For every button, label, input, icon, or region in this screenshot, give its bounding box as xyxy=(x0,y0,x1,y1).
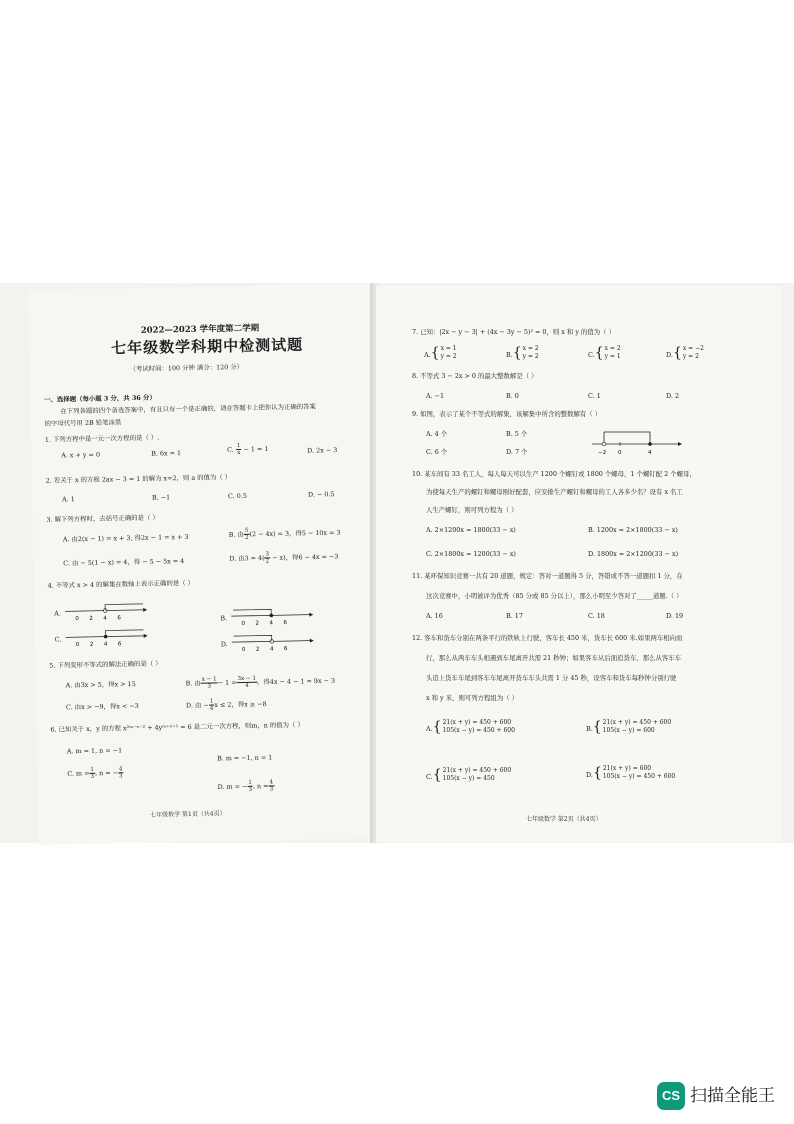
fraction-numerator: 1 xyxy=(248,779,252,786)
equation: y = 2 xyxy=(682,352,699,360)
option-label: A. xyxy=(426,725,433,733)
q10-option-b: B. 1200x = 2×1800(33 − x) xyxy=(588,526,678,534)
q4-option-b xyxy=(220,607,313,629)
q5-option-d-rest: x ≤ 2，得x ≥ −8 xyxy=(214,699,267,709)
q9-number-line xyxy=(590,424,684,458)
q3-stem: 3. 解下列方程时，去括号正确的是（ ） xyxy=(46,513,159,524)
option-label: B. xyxy=(586,725,593,733)
fraction-denominator: 3 xyxy=(269,786,274,793)
fraction-numerator: x − 1 xyxy=(201,676,217,683)
tick-label: 6 xyxy=(283,646,288,653)
axis-arrow xyxy=(310,639,314,643)
tick-label: 6 xyxy=(117,641,122,648)
q1-option-c-rest: − 1 = 1 xyxy=(243,444,269,454)
brace-symbol: { xyxy=(512,344,522,361)
equation: 105(x − y) = 450 + 600 xyxy=(442,726,515,734)
section1-instruction: 在下列各题的四个备选答案中，有且只有一个是正确的，请在答题卡上把你认为正确的答案 xyxy=(60,402,316,416)
fraction-denominator: 2 xyxy=(265,558,270,565)
q10-option-a: A. 2×1200x = 1800(33 − x) xyxy=(426,526,516,534)
q4-option-d xyxy=(221,633,314,655)
q4-stem: 4. 不等式 x > 4 的解集在数轴上表示正确的是（ ） xyxy=(47,578,195,590)
option-label: D. xyxy=(666,351,673,359)
q6-option-d xyxy=(217,779,274,793)
q12-option-b xyxy=(586,716,671,735)
q7-option-b xyxy=(506,342,539,361)
q3-option-a: A. 由2(x − 1) = x + 3, 得2x − 1 = x + 3 xyxy=(62,532,189,544)
q9-option-d: D. 7 个 xyxy=(506,448,528,456)
equation: x = 1 xyxy=(440,345,457,352)
section1-instruction-cont: 的字母代号用 2B 铅笔涂黑 xyxy=(44,418,122,428)
q5-option-b-mid: − 1 = xyxy=(217,678,237,687)
tick-label: 0 xyxy=(75,642,80,649)
equation: y = 2 xyxy=(522,352,539,360)
equation: 105(x − y) = 600 xyxy=(602,726,655,734)
fraction-numerator: 1 xyxy=(90,766,95,773)
closed-point xyxy=(648,442,652,446)
tick-label: 4 xyxy=(269,646,274,653)
q9-option-b: B. 5 个 xyxy=(506,430,528,438)
q2-stem: 2. 若关于 x 的方程 2ax − 3 = 1 的解为 x=2，则 a 的值为（ ） xyxy=(45,473,232,485)
fraction-denominator: 3 xyxy=(118,773,123,780)
q9-option-c: C. 6 个 xyxy=(426,448,448,456)
fraction-denominator: 3 xyxy=(90,773,95,780)
equation: 105(x − y) = 450 + 600 xyxy=(602,772,676,780)
q5-option-c: C. 由x > −9，得x < −3 xyxy=(65,701,139,712)
tick-label: 4 xyxy=(102,615,107,622)
q7-option-d xyxy=(666,342,704,361)
tick-label: 4 xyxy=(269,620,273,627)
page-footer-right: 七年级数学 第2页（共4页） xyxy=(526,816,602,823)
equation: 21(x + y) = 450 + 600 xyxy=(602,719,672,726)
q12-stem-line2: 行，那么从两车车头相遇到车尾离开共需 21 秒钟；如果客车从后面追货车，那么从客车车 xyxy=(426,654,682,662)
q11-option-a: A. 16 xyxy=(426,612,443,620)
tick-label: 6 xyxy=(283,620,287,627)
fraction-numerator: 3x − 1 xyxy=(237,675,257,683)
equation: 21(x + y) = 600 xyxy=(602,765,652,772)
q1-stem: 1. 下列方程中是一元一次方程的是（ ）. xyxy=(44,433,160,444)
tick-label: 2 xyxy=(255,646,260,653)
tick-label: 0 xyxy=(241,620,245,627)
fraction-denominator: 3 xyxy=(207,683,212,690)
q10-option-c: C. 2×1800x = 1200(33 − x) xyxy=(426,550,516,558)
equation: 21(x + y) = 450 + 600 xyxy=(442,767,512,774)
tick-label: 2 xyxy=(88,615,93,622)
equation: 21(x + y) = 450 + 600 xyxy=(442,719,512,726)
q12-stem-line4: x 和 y 米，则可列方程组为（ ） xyxy=(426,694,519,702)
fraction-denominator: 4 xyxy=(245,682,249,689)
q6-option-d-mid: , n = xyxy=(252,781,269,791)
q4-option-a xyxy=(54,602,147,624)
q11-option-b: B. 17 xyxy=(506,612,523,620)
fraction-denominator: 2 xyxy=(244,534,249,541)
brace-symbol: { xyxy=(672,344,682,361)
equation: x = −2 xyxy=(682,345,704,352)
equation: y = 1 xyxy=(604,352,621,360)
number-line-d xyxy=(230,633,314,655)
exam-info: （考试时间：100 分钟 满分：120 分） xyxy=(129,362,244,374)
tick-label: 0 xyxy=(74,616,79,623)
q2-option-d: D. − 0.5 xyxy=(307,490,335,499)
q5-option-b-rest: ，得4x − 4 − 1 = 9x − 3 xyxy=(256,676,336,687)
brace-symbol: { xyxy=(432,718,442,735)
q2-option-a: A. 1 xyxy=(61,495,75,504)
q10-option-d: D. 1800x = 2×1200(33 − x) xyxy=(588,550,679,558)
equation-system xyxy=(441,345,457,360)
fraction xyxy=(118,766,124,779)
tick-label: 0 xyxy=(618,450,622,456)
tick-label: 2 xyxy=(89,641,94,648)
solution-bracket xyxy=(604,432,650,444)
q6-option-c-mid: , n = − xyxy=(94,768,119,778)
equation-system xyxy=(443,719,515,734)
option-label: A. xyxy=(424,351,431,359)
q8-option-d: D. 2 xyxy=(666,392,680,400)
equation: y = 2 xyxy=(440,352,457,360)
q4-option-a-label: A. xyxy=(54,609,61,618)
q5-option-b xyxy=(185,674,335,690)
q3-option-d xyxy=(229,550,338,565)
fraction-numerator: 3 xyxy=(265,551,270,558)
q7-option-c xyxy=(588,342,621,361)
equation-system xyxy=(443,767,512,782)
tick-label: 6 xyxy=(116,615,121,622)
exam-page-2 xyxy=(376,286,781,842)
fraction xyxy=(236,443,242,456)
fraction-numerator: 4 xyxy=(269,779,274,786)
q9-option-a: A. 4 个 xyxy=(426,430,448,438)
brace-symbol: { xyxy=(592,764,602,781)
q1-option-d: D. 2x − 3 xyxy=(307,446,338,455)
q11-option-d: D. 19 xyxy=(666,612,684,620)
tick-label: 4 xyxy=(103,641,108,648)
tick-label: 2 xyxy=(255,620,259,627)
brace-symbol: { xyxy=(430,344,440,361)
axis-arrow xyxy=(309,613,313,617)
axis-arrow xyxy=(678,442,682,446)
fraction-numerator: 1 xyxy=(209,698,214,705)
q4-option-c-label: C. xyxy=(54,635,62,644)
fraction-numerator: 4 xyxy=(118,766,123,773)
q10-stem-line2: 为使每天生产的螺钉和螺母刚好配套，应安排生产螺钉和螺母的工人各多少名？设有 x 名工 xyxy=(426,488,683,496)
axis-arrow xyxy=(143,634,147,638)
fraction xyxy=(268,779,274,792)
equation: 105(x − y) = 450 xyxy=(442,774,495,782)
equation: x = 2 xyxy=(604,345,621,352)
q10-stem: 10. 某车间有 33 名工人，每人每天可以生产 1200 个螺钉或 1800 个螺母，1 个螺钉配 2 个螺母， xyxy=(412,470,696,478)
axis-arrow xyxy=(143,608,147,612)
q6-option-c-label: C. m = xyxy=(67,769,90,778)
number-line-a xyxy=(63,602,147,624)
number-line-c xyxy=(63,628,147,650)
q3-option-d-rest: − x)，得6 − 4x = −3 xyxy=(270,552,339,562)
q12-option-d xyxy=(586,762,675,781)
q2-option-c: C. 0.5 xyxy=(227,491,247,501)
section1-heading: 一、选择题（每小题 3 分，共 36 分） xyxy=(44,393,156,404)
option-label: C. xyxy=(426,773,433,781)
q11-stem-line2: 这次竞赛中，小明被评为优秀（85 分或 85 分以上），那么小明至少答对了_____道题.（ ） xyxy=(426,592,683,600)
equation-system xyxy=(683,345,704,360)
equation-system xyxy=(523,345,539,360)
fraction-numerator: 5 xyxy=(244,527,249,534)
number-line-b xyxy=(229,607,313,629)
q12-option-c xyxy=(426,764,511,783)
q9-stem: 9. 如图，表示了某个不等式的解集，该解集中所含的整数解有（ ） xyxy=(412,410,602,418)
fraction-denominator: x xyxy=(237,449,241,457)
camscanner-watermark-text: 扫描全能王 xyxy=(690,1086,775,1106)
q6-option-a: A. m = 1, n = −1 xyxy=(66,746,123,756)
fraction-denominator: 3 xyxy=(248,786,253,793)
q3-option-d-label: D. 由3 = 4( xyxy=(229,554,265,563)
q8-stem: 8. 不等式 3 − 2x > 0 的最大整数解是（ ） xyxy=(412,372,538,380)
q12-stem-line3: 头追上货车车尾到客车车尾离开货车车头共需 1 分 45 秒，设客车和货车每秒钟分别行驶 xyxy=(426,674,677,682)
equation: x = 2 xyxy=(522,345,539,352)
page-footer-left: 七年级数学 第1页（共4页） xyxy=(150,810,226,819)
q4-option-b-label: B. xyxy=(220,614,228,623)
option-label: D. xyxy=(586,771,593,779)
q5-option-d xyxy=(186,697,267,712)
tick-label: 0 xyxy=(241,646,246,653)
q5-option-b-label: B. 由 xyxy=(185,679,201,688)
q7-option-a xyxy=(424,342,457,361)
school-year: 2022—2023 学年度第二学期 xyxy=(140,323,260,336)
q3-option-c: C. 由 − 5(1 − x) = 4，得 − 5 − 5x = 4 xyxy=(63,557,185,568)
camscanner-logo-icon: CS xyxy=(657,1082,685,1110)
brace-symbol: { xyxy=(432,766,442,783)
exam-page-1 xyxy=(28,283,391,845)
brace-symbol: { xyxy=(594,344,604,361)
q6-option-d-label: D. m = − xyxy=(217,782,248,791)
q8-option-b: B. 0 xyxy=(506,392,519,400)
q3-option-b xyxy=(229,526,341,541)
option-label: B. xyxy=(506,351,513,359)
q2-option-b: B. −1 xyxy=(151,493,171,502)
q1-option-c-label: C. xyxy=(227,445,234,454)
q6-option-b: B. m = −1, n = 1 xyxy=(216,753,273,763)
q5-stem: 5. 下列变形不等式的解法正确的是（ ） xyxy=(49,659,162,670)
q12-stem: 12. 客车和货车分别在两条平行的铁轨上行驶，客车长 450 米，货车长 600 米.如果两车相向而 xyxy=(412,634,683,642)
fraction xyxy=(236,676,257,689)
q3-option-b-label: B. 由 xyxy=(228,530,244,539)
q1-option-b: B. 6x = 1 xyxy=(151,449,182,458)
q1-option-a: A. x + y = 0 xyxy=(61,450,101,460)
q5-option-d-label: D. 由 − xyxy=(185,701,209,710)
equation-system xyxy=(603,765,675,780)
q3-option-b-rest: (2 − 4x) = 3，得5 − 10x = 3 xyxy=(249,528,341,539)
fraction-numerator: 1 xyxy=(236,442,241,450)
fraction-denominator: 4 xyxy=(209,705,214,712)
q1-option-c xyxy=(227,442,269,456)
fraction xyxy=(201,676,218,689)
equation-system xyxy=(605,345,621,360)
exam-title: 七年级数学科期中检测试题 xyxy=(110,335,304,358)
tick-label: 4 xyxy=(648,450,652,456)
q11-stem: 11. 某环保知识竞赛一共有 20 道题，规定：答对一道题得 5 分，答错或不答一道题扣 1 分，在 xyxy=(412,572,683,580)
q6-option-c xyxy=(67,766,123,780)
q6-stem: 6. 已知关于 x，y 的方程 x²ᵐ⁻ⁿ⁻² + 4yᵐ⁺ⁿ⁺¹ = 6 是二元一次方程，则m，n 的值为（ ） xyxy=(50,720,304,734)
q10-stem-line3: 人生产螺钉，则可列方程为（ ） xyxy=(426,506,518,514)
equation-system xyxy=(603,719,672,734)
tick-label: −2 xyxy=(598,450,607,456)
q8-option-c: C. 1 xyxy=(588,392,601,400)
q5-option-a: A. 由3x > 5，得x > 15 xyxy=(65,680,136,690)
q7-stem: 7. 已知：|2x − y − 3| + (4x − 3y − 5)² = 0，则 x 和 y 的值为（ ） xyxy=(412,328,615,336)
q4-option-c xyxy=(55,628,148,650)
q11-option-c: C. 18 xyxy=(588,612,605,620)
brace-symbol: { xyxy=(592,718,602,735)
option-label: C. xyxy=(588,351,595,359)
q12-option-a xyxy=(426,716,515,735)
q4-option-d-label: D. xyxy=(220,640,228,649)
open-point xyxy=(602,442,606,446)
q8-option-a: A. −1 xyxy=(426,392,445,400)
